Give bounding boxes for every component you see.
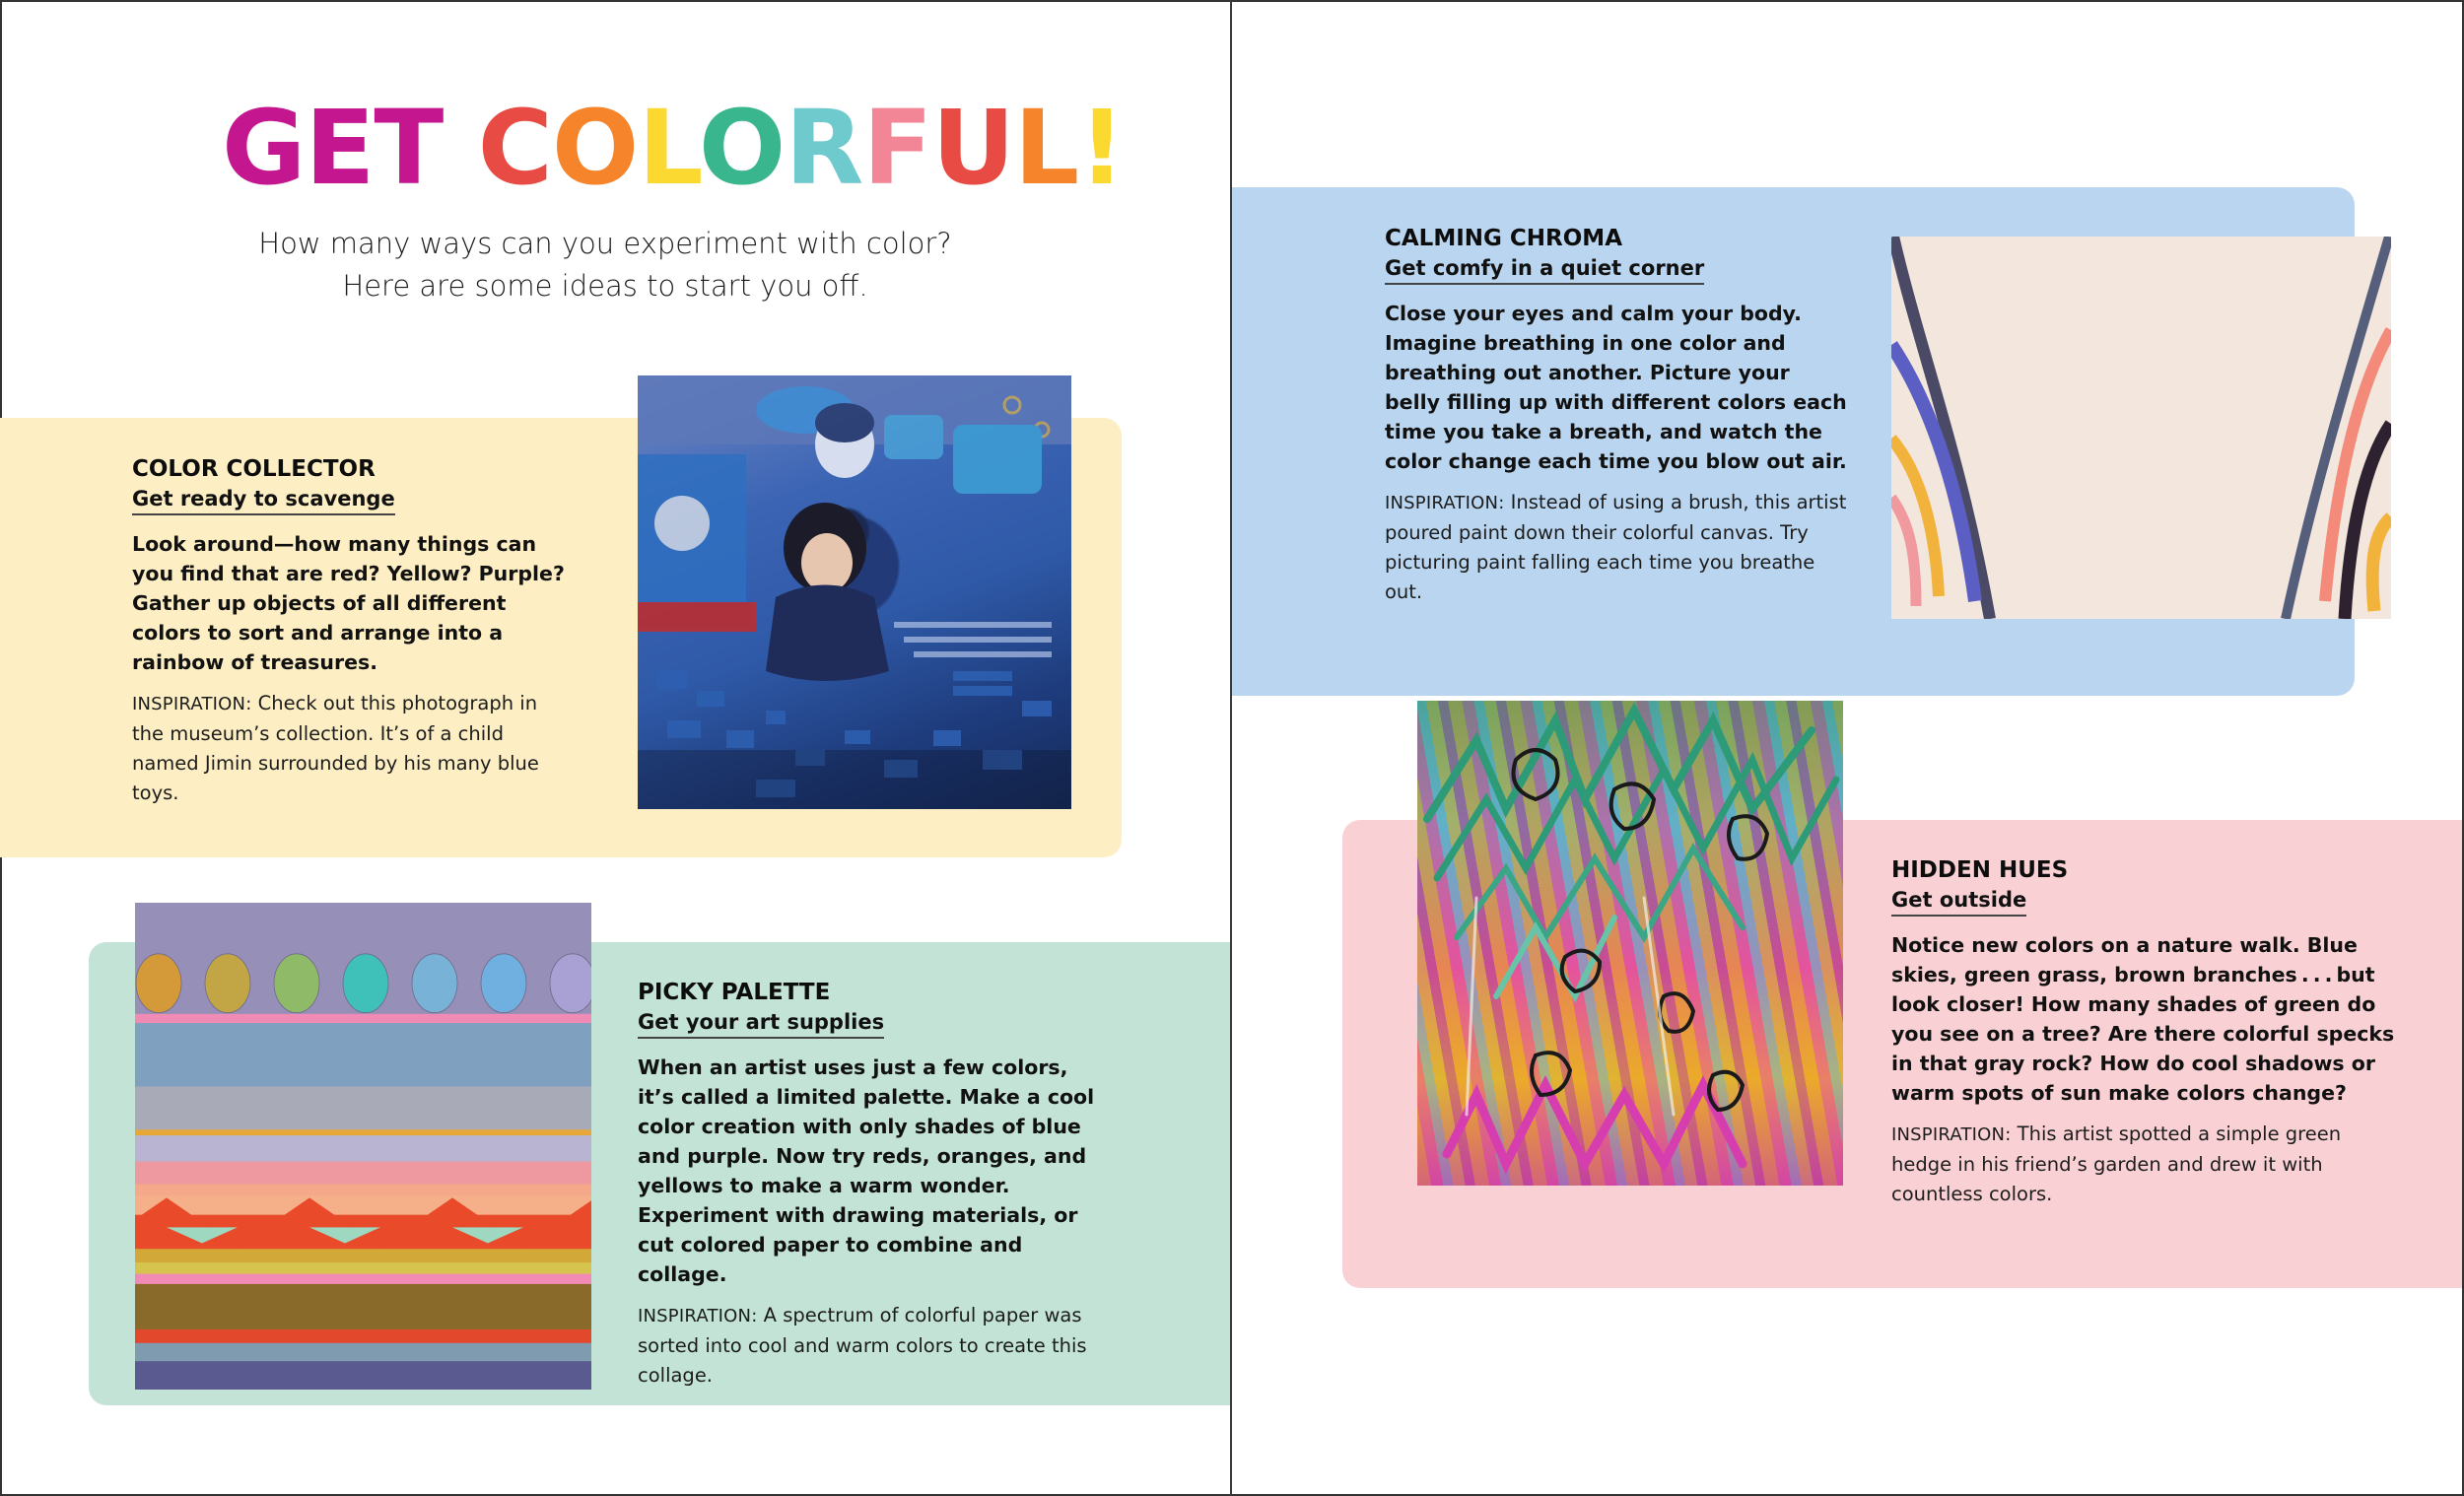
photo-child-with-blue-toys [638, 375, 1071, 809]
inspiration-text: A spectrum of colorful paper was sorted into cool and warm colors to create this collage. [638, 1304, 1087, 1387]
title-letter: F [862, 88, 932, 208]
title-letter: R [785, 88, 863, 208]
inspiration-text: Instead of using a brush, this artist poured paint down their colorful canvas. Try picturing paint falling each time you breathe out. [1385, 491, 1847, 603]
intro-line: How many ways can you experiment with color? [258, 227, 952, 260]
title-letter: L [638, 88, 699, 208]
activity-inspiration [1385, 488, 1848, 607]
activity-inspiration [1891, 1120, 2404, 1209]
intro-line: Here are some ideas to start you off. [342, 269, 868, 303]
activity-body: Close your eyes and calm your body. Imagine breathing in one color and breathing out another. Picture your belly filling up with different colors each time you take a breath, and watch the color change each time you blow out air. [1385, 302, 1847, 473]
title-letter: E [305, 88, 375, 208]
activity-inspiration [638, 1301, 1101, 1391]
activity-inspiration [132, 689, 566, 808]
activity-subheading: Get ready to scavenge [132, 485, 395, 515]
activity-heading: PICKY PALETTE [638, 980, 831, 1005]
title-letter: ! [1078, 88, 1125, 208]
title-letter: O [698, 88, 786, 208]
poured-paint-canvas [1891, 237, 2391, 619]
page-gutter-divider [1230, 0, 1232, 1496]
activity-body: When an artist uses just a few colors, it’s called a limited palette. Make a cool color creation with only shades of blue and purple. Now try reds, oranges, and yellows to make a warm wonder. Experiment with drawing materials, or cut colored paper to combine and collage. [638, 1055, 1095, 1286]
title-letter: U [931, 88, 1014, 208]
paper-collage-stripes [135, 903, 591, 1390]
inspiration-text: Check out this photograph in the museum’s collection. It’s of a child named Jimin surrounded by his many blue toys. [132, 692, 539, 804]
title-letter: G [222, 88, 306, 208]
title-letter: O [551, 88, 639, 208]
title-letter: C [477, 88, 552, 208]
activity-heading: HIDDEN HUES [1891, 857, 2069, 883]
activity-heading: CALMING CHROMA [1385, 226, 1622, 251]
title-letter [443, 88, 477, 208]
title-letter: T [374, 88, 444, 208]
inspiration-label: INSPIRATION: [1891, 1124, 2012, 1145]
activity-subheading: Get comfy in a quiet corner [1385, 254, 1704, 285]
activity-subheading: Get outside [1891, 886, 2026, 917]
activity-body: Look around—how many things can you find that are red? Yellow? Purple? Gather up objects of all different colors to sort and arrange into a rainbow of treasures. [132, 532, 565, 674]
title-letter: L [1013, 88, 1079, 208]
activity-subheading: Get your art supplies [638, 1008, 884, 1039]
inspiration-label: INSPIRATION: [1385, 493, 1505, 513]
intro-text [231, 223, 980, 307]
pastel-hedge-drawing [1417, 701, 1843, 1186]
inspiration-label: INSPIRATION: [132, 694, 252, 714]
inspiration-label: INSPIRATION: [638, 1306, 758, 1326]
activity-body: Notice new colors on a nature walk. Blue skies, green grass, brown branches . . . but look closer! How many shades of green do you see on a tree? Are there colorful specks in that gray rock? How do cool shadows or warm spots of sun make colors change? [1891, 933, 2395, 1105]
page-title [222, 88, 1125, 208]
activity-picky-palette [638, 979, 1101, 1391]
activity-calming-chroma [1385, 225, 1848, 607]
activity-color-collector [132, 455, 566, 808]
inspiration-text: This artist spotted a simple green hedge in his friend’s garden and drew it with countless colors. [1891, 1122, 2342, 1205]
activity-heading: COLOR COLLECTOR [132, 456, 376, 482]
activity-hidden-hues [1891, 856, 2404, 1209]
